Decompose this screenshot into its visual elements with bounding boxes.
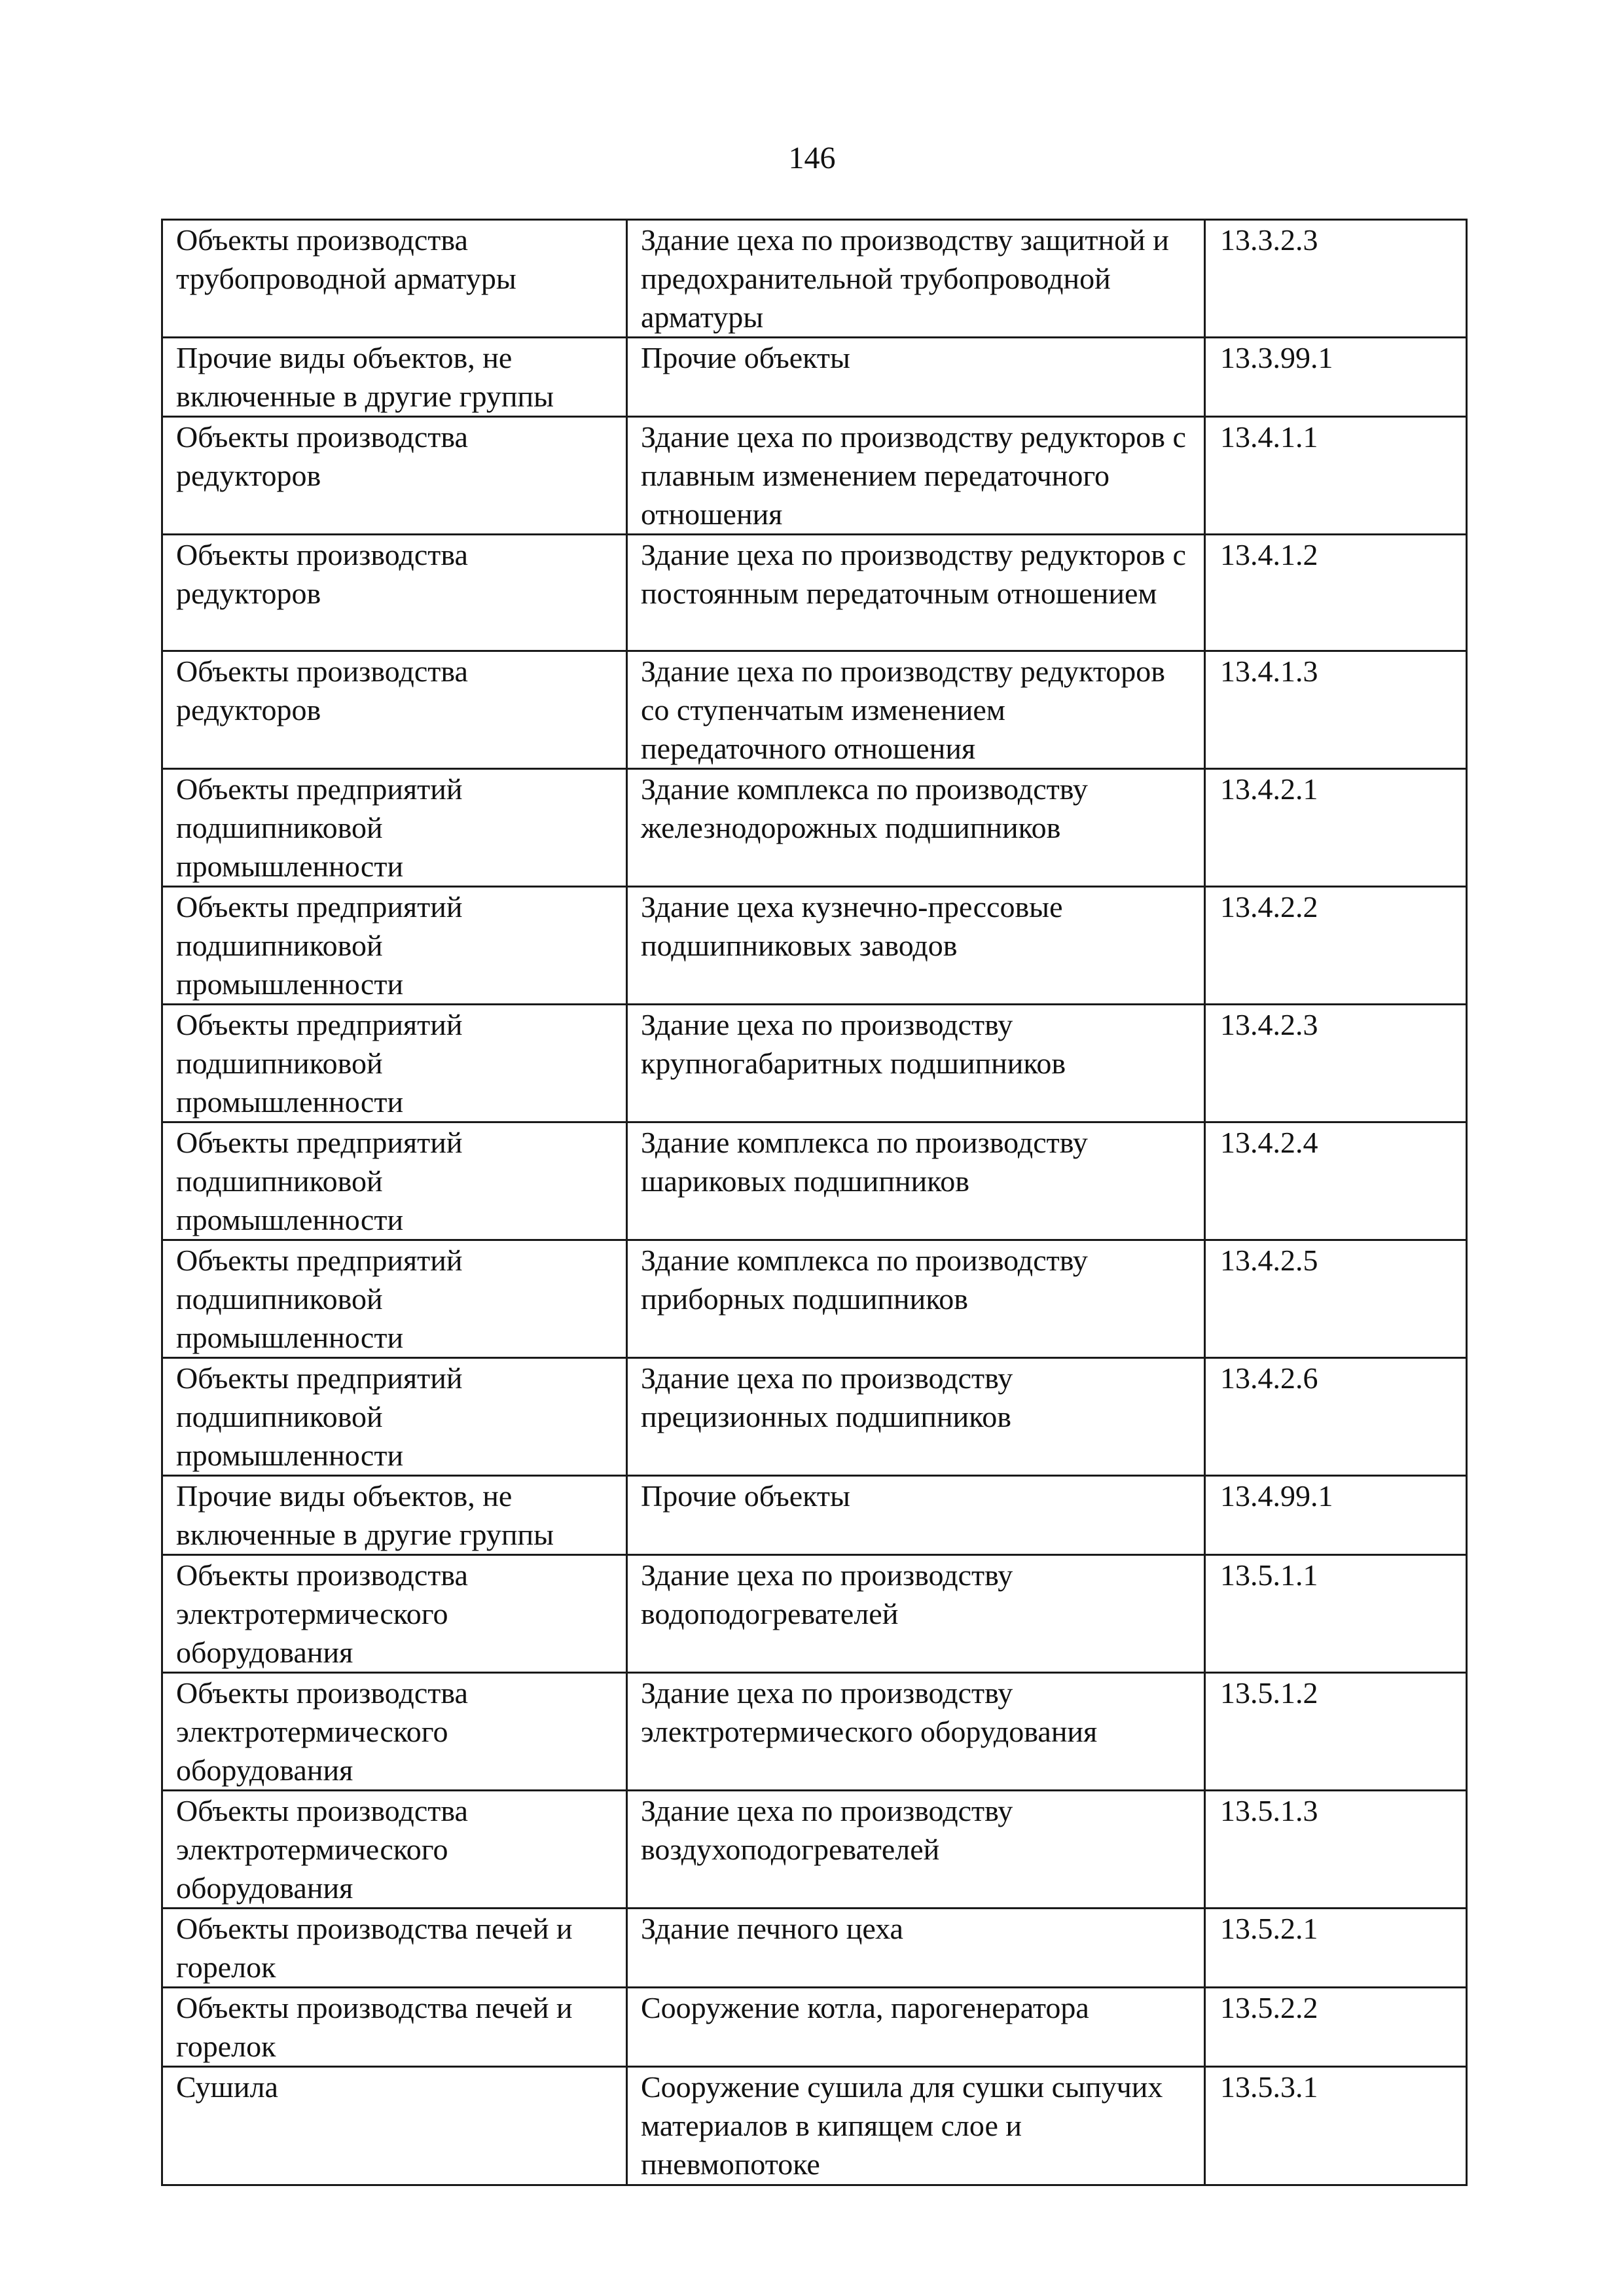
group-cell: Объекты производства печей и горелок	[162, 1988, 627, 2067]
table-row	[162, 887, 1467, 1005]
code-cell: 13.5.3.1	[1205, 2067, 1467, 2185]
group-cell: Объекты предприятий подшипниковой промышленности	[162, 769, 627, 887]
object-cell: Здание комплекса по производству приборных подшипников	[627, 1240, 1205, 1358]
code-cell: 13.4.2.3	[1205, 1005, 1467, 1122]
group-cell: Объекты производства редукторов	[162, 651, 627, 769]
group-cell: Объекты производства электротермического оборудования	[162, 1555, 627, 1673]
object-cell: Здание цеха по производству защитной и предохранительной трубопроводной арматуры	[627, 220, 1205, 338]
table-row	[162, 1673, 1467, 1791]
object-cell: Здание цеха по производству крупногабаритных подшипников	[627, 1005, 1205, 1122]
object-cell: Здание цеха по производству редукторов со ступенчатым изменением передаточного отношения	[627, 651, 1205, 769]
group-cell: Прочие виды объектов, не включенные в другие группы	[162, 338, 627, 417]
code-cell: 13.3.99.1	[1205, 338, 1467, 417]
group-cell: Объекты предприятий подшипниковой промышленности	[162, 1122, 627, 1240]
code-cell: 13.4.2.5	[1205, 1240, 1467, 1358]
code-cell: 13.4.1.1	[1205, 417, 1467, 535]
table-row	[162, 1476, 1467, 1555]
table-row	[162, 651, 1467, 769]
table-row	[162, 1358, 1467, 1476]
object-cell: Здание печного цеха	[627, 1909, 1205, 1988]
object-cell: Сооружение котла, парогенератора	[627, 1988, 1205, 2067]
table-row	[162, 1005, 1467, 1122]
object-cell: Здание цеха по производству воздухоподогревателей	[627, 1791, 1205, 1909]
object-cell: Прочие объекты	[627, 338, 1205, 417]
table-row	[162, 220, 1467, 338]
table-row	[162, 1988, 1467, 2067]
group-cell: Объекты производства трубопроводной арматуры	[162, 220, 627, 338]
code-cell: 13.4.2.2	[1205, 887, 1467, 1005]
code-cell: 13.5.1.3	[1205, 1791, 1467, 1909]
object-cell: Здание цеха по производству прецизионных подшипников	[627, 1358, 1205, 1476]
group-cell: Сушила	[162, 2067, 627, 2185]
table-row	[162, 2067, 1467, 2185]
table-row	[162, 338, 1467, 417]
object-cell: Здание комплекса по производству шариковых подшипников	[627, 1122, 1205, 1240]
code-cell: 13.4.2.6	[1205, 1358, 1467, 1476]
object-cell: Здание комплекса по производству железнодорожных подшипников	[627, 769, 1205, 887]
group-cell: Объекты предприятий подшипниковой промышленности	[162, 1240, 627, 1358]
object-cell: Здание цеха по производству водоподогревателей	[627, 1555, 1205, 1673]
table-row	[162, 1791, 1467, 1909]
page-number: 146	[788, 141, 836, 175]
group-cell: Объекты производства электротермического оборудования	[162, 1673, 627, 1791]
code-cell: 13.4.1.3	[1205, 651, 1467, 769]
group-cell: Объекты производства редукторов	[162, 417, 627, 535]
code-cell: 13.4.2.1	[1205, 769, 1467, 887]
object-cell: Здание цеха кузнечно-прессовые подшипниковых заводов	[627, 887, 1205, 1005]
table-row	[162, 1122, 1467, 1240]
group-cell: Объекты предприятий подшипниковой промышленности	[162, 887, 627, 1005]
object-cell: Здание цеха по производству редукторов с постоянным передаточным отношением	[627, 535, 1205, 651]
code-cell: 13.5.1.2	[1205, 1673, 1467, 1791]
group-cell: Прочие виды объектов, не включенные в другие группы	[162, 1476, 627, 1555]
table-row	[162, 535, 1467, 651]
code-cell: 13.4.2.4	[1205, 1122, 1467, 1240]
code-cell: 13.4.1.2	[1205, 535, 1467, 651]
group-cell: Объекты производства редукторов	[162, 535, 627, 651]
object-cell: Сооружение сушила для сушки сыпучих материалов в кипящем слое и пневмопотоке	[627, 2067, 1205, 2185]
table-row	[162, 1240, 1467, 1358]
group-cell: Объекты производства электротермического оборудования	[162, 1791, 627, 1909]
table-row	[162, 1909, 1467, 1988]
table-row	[162, 769, 1467, 887]
object-classification-table	[161, 219, 1468, 2186]
code-cell: 13.5.1.1	[1205, 1555, 1467, 1673]
code-cell: 13.4.99.1	[1205, 1476, 1467, 1555]
code-cell: 13.3.2.3	[1205, 220, 1467, 338]
object-cell: Здание цеха по производству электротермического оборудования	[627, 1673, 1205, 1791]
code-cell: 13.5.2.2	[1205, 1988, 1467, 2067]
group-cell: Объекты предприятий подшипниковой промышленности	[162, 1005, 627, 1122]
object-cell: Прочие объекты	[627, 1476, 1205, 1555]
group-cell: Объекты предприятий подшипниковой промышленности	[162, 1358, 627, 1476]
group-cell: Объекты производства печей и горелок	[162, 1909, 627, 1988]
table-row	[162, 417, 1467, 535]
code-cell: 13.5.2.1	[1205, 1909, 1467, 1988]
table-row	[162, 1555, 1467, 1673]
object-cell: Здание цеха по производству редукторов с плавным изменением передаточного отношения	[627, 417, 1205, 535]
